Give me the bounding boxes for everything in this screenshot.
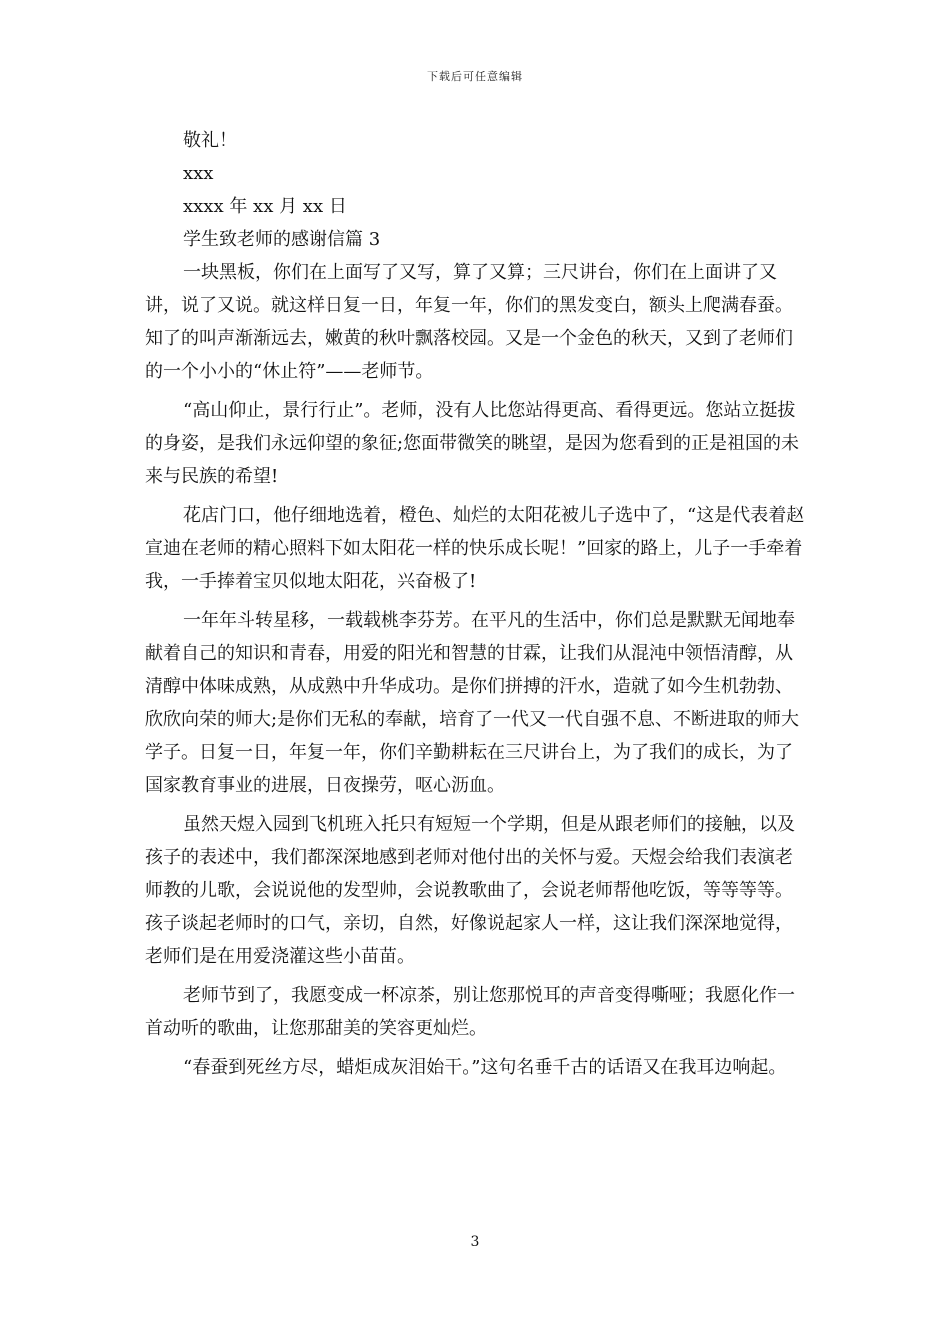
page-header-note: 下载后可任意编辑	[427, 70, 523, 83]
letter-date: xxxx 年 xx 月 xx 日	[183, 196, 347, 217]
signature: xxx	[183, 163, 214, 184]
paragraph: 虽然天煜入园到飞机班入托只有短短一个学期，但是从跟老师们的接触，以及孩子的表述中，我们都深深地感到老师对他付出的关怀与爱。天煜会给我们表演老师教的儿歌，会说说他的发型帅，会说教歌曲了，会说老师帮他吃饭，等等等等。孩子谈起老师时的口气，亲切，自然，好像说起家人一样，这让我们深深地觉得，老师们是在用爱浇灌这些小苗苗。	[145, 814, 795, 967]
paragraph: 一年年斗转星移，一载载桃李芬芳。在平凡的生活中，你们总是默默无闻地奉献着自己的知识和青春，用爱的阳光和智慧的甘霖，让我们从混沌中领悟清醇，从清醇中体味成熟，从成熟中升华成功。是你们拼搏的汗水，造就了如今生机勃勃、欣欣向荣的师大;是你们无私的奉献，培育了一代又一代自强不息、不断进取的师大学子。日复一日，年复一年，你们辛勤耕耘在三尺讲台上，为了我们的成长，为了国家教育事业的进展，日夜操劳，呕心沥血。	[145, 610, 800, 796]
paragraph: “春蚕到死丝方尽，蜡炬成灰泪始干。”这句名垂千古的话语又在我耳边响起。	[183, 1057, 787, 1078]
paragraph: “高山仰止，景行行止”。老师，没有人比您站得更高、看得更远。您站立挺拔的身姿，是我们永远仰望的象征;您面带微笑的眺望，是因为您看到的正是祖国的未来与民族的希望!	[145, 400, 800, 487]
closing-salute: 敬礼！	[183, 130, 237, 151]
paragraph: 一块黑板，你们在上面写了又写，算了又算；三尺讲台，你们在上面讲了又讲，说了又说。就这样日复一日，年复一年，你们的黑发变白，额头上爬满春蚕。知了的叫声渐渐远去，嫩黄的秋叶飘落校园。又是一个金色的秋天，又到了老师们的一个小小的“休止符”——老师节。	[145, 262, 793, 382]
page-number: 3	[470, 1234, 480, 1250]
paragraph: 花店门口，他仔细地选着，橙色、灿烂的太阳花被儿子选中了，“这是代表着赵宣迪在老师的精心照料下如太阳花一样的快乐成长呢！”回家的路上，儿子一手牵着我，一手捧着宝贝似地太阳花，兴奋极了!	[145, 505, 805, 592]
letter-body	[145, 124, 809, 1084]
section-title: 学生致老师的感谢信篇 3	[183, 229, 381, 250]
paragraph: 老师节到了，我愿变成一杯凉茶，别让您那悦耳的声音变得嘶哑；我愿化作一首动听的歌曲，让您那甜美的笑容更灿烂。	[145, 985, 795, 1039]
